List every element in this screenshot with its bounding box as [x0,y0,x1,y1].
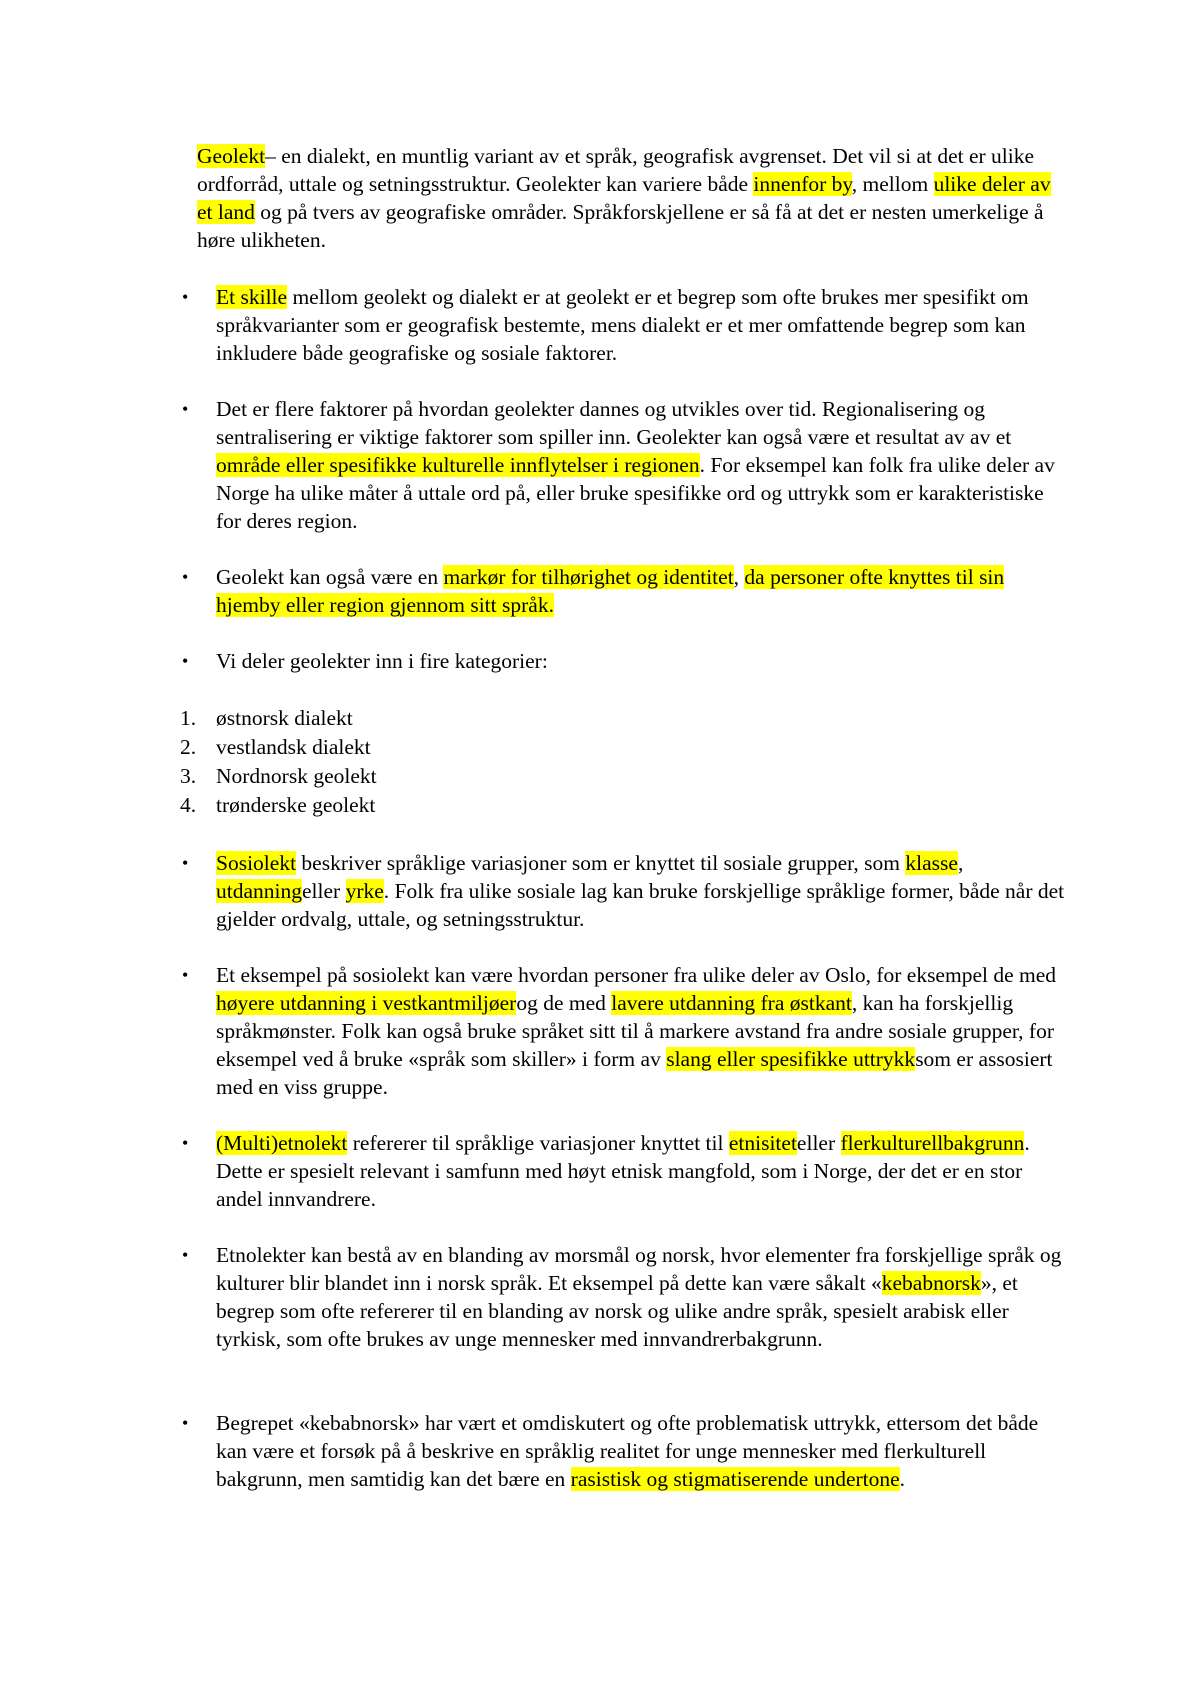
bullet-text [216,1411,1038,1491]
text-run: eller [796,1131,841,1155]
bullet-paragraph-oslo [182,961,1072,1101]
text-run: . [899,1467,906,1491]
list-item-text: vestlandsk dialekt [216,735,371,759]
list-number: 3. [180,764,197,788]
highlighted-text: Et skille [216,285,288,309]
bullet-paragraph-kategorier [182,647,1072,675]
bullet-paragraph-faktorer [182,395,1072,535]
list-item-text: trønderske geolekt [216,793,376,817]
bullet-icon: • [182,853,189,873]
highlighted-text: Sosiolekt [216,851,297,875]
highlighted-text: høyere utdanning i vestkantmiljøer [216,991,517,1015]
bullet-paragraph-etnolekter [182,1241,1072,1353]
text-run: beskriver språklige variasjoner som er knyttet til sosiale grupper, som [296,851,906,875]
text-run: – en dialekt, en muntlig variant av et språk, geografisk avgrenset. Det vil si at det er ulike ordforråd, uttale og setningsstruktur. Geolekter kan variere både [197,144,1035,196]
bullet-paragraph-skille [182,283,1072,367]
numbered-item-2 [180,733,1072,761]
intro-paragraph [197,142,1067,254]
text-run: Et eksempel på sosiolekt kan være hvordan personer fra ulike deler av Oslo, for eksempel de med [216,963,1057,987]
highlighted-text: område eller spesifikke kulturelle innflytelser i regionen [216,453,700,477]
bullet-paragraph-etnolekt [182,1129,1072,1213]
text-run: refererer til språklige variasjoner knyttet til [347,1131,729,1155]
highlighted-text: (Multi)etnolekt [216,1131,348,1155]
bullet-text [216,1243,1061,1351]
numbered-item-1 [180,704,1072,732]
highlighted-text: klasse [905,851,958,875]
highlighted-text: ulike deler av et land [197,172,1051,224]
bullet-paragraph-markor [182,563,1072,619]
list-item-text: østnorsk dialekt [216,706,353,730]
bullet-text [216,565,1004,617]
text-run: Begrepet «kebabnorsk» har vært et omdiskutert og ofte problematisk uttrykk, ettersom det både kan være et forsøk på å beskrive en språklig realitet for unge mennesker med flerkulturell bakgrunn, men samtidig kan det bære en [216,1411,1039,1491]
bullet-paragraph-sosiolekt [182,849,1072,933]
list-item-text: Nordnorsk geolekt [216,764,377,788]
text-run: Etnolekter kan bestå av en blanding av morsmål og norsk, hvor elementer fra forskjellige språk og kulturer blir blandet inn i norsk språk. Et eksempel på dette kan være såkalt « [216,1243,1062,1295]
bullet-icon: • [182,651,189,671]
text-run: , [957,851,964,875]
text-run: », et begrep som ofte refererer til en blanding av norsk og ulike andre språk, spesielt arabisk eller tyrkisk, som ofte brukes av unge mennesker med innvandrerbakgrunn. [216,1271,1018,1351]
highlighted-text: kebabnorsk [881,1271,981,1295]
text-run: som er assosiert med en viss gruppe. [216,1047,1053,1099]
highlighted-text: lavere utdanning fra østkant [611,991,852,1015]
highlighted-text: etnisitet [728,1131,797,1155]
text-run: og på tvers av geografiske områder. Språkforskjellene er så få at det er nesten umerkelige å høre ulikheten. [197,200,1044,252]
bullet-icon: • [182,399,189,419]
highlighted-text: slang eller spesifikke uttrykk [666,1047,916,1071]
text-run: eller [302,879,346,903]
text-run: , kan ha forskjellig språkmønster. Folk kan også bruke språket sitt til å markere avstand fra andre sosiale grupper, for eksempel ved å bruke «språk som skiller» i form av [216,991,1054,1071]
bullet-text [216,397,1055,533]
bullet-icon: • [182,567,189,587]
text-run: , [733,565,745,589]
bullet-icon: • [182,287,189,307]
highlighted-text: utdanning [216,879,302,903]
list-number: 1. [180,706,197,730]
list-number: 4. [180,793,197,817]
text-run: . Dette er spesielt relevant i samfunn med høyt etnisk mangfold, som i Norge, der det er en stor andel innvandrere. [216,1131,1030,1211]
highlighted-text: innenfor by [753,172,852,196]
text-run: Geolekt kan også være en [216,565,444,589]
highlighted-text: flerkulturellbakgrunn [840,1131,1025,1155]
highlighted-text: yrke [345,879,384,903]
bullet-text [216,285,1029,365]
highlighted-text: da personer ofte knyttes til sin hjemby eller region gjennom sitt språk. [216,565,1005,617]
highlighted-text: rasistisk og stigmatiserende undertone [570,1467,900,1491]
text-run: og de med [516,991,612,1015]
text-run: Det er flere faktorer på hvordan geolekter dannes og utvikles over tid. Regionalisering og sentralisering er viktige faktorer som spiller inn. Geolekter kan også være et resultat av av et [216,397,1012,449]
bullet-text [216,649,548,673]
text-run: . Folk fra ulike sosiale lag kan bruke forskjellige språklige former, både når det gjelder ordvalg, uttale, og setningsstruktur. [216,879,1065,931]
bullet-text [216,963,1056,1099]
numbered-item-3 [180,762,1072,790]
numbered-item-4 [180,791,1072,819]
text-run: mellom geolekt og dialekt er at geolekt er et begrep som ofte brukes mer spesifikt om språkvarianter som er geografisk bestemte, mens dialekt er et mer omfattende begrep som kan inkludere både geografiske og sosiale faktorer. [216,285,1029,365]
bullet-icon: • [182,1133,189,1153]
highlighted-text: Geolekt [197,144,266,168]
bullet-text [216,1131,1030,1211]
text-run: . For eksempel kan folk fra ulike deler av Norge ha ulike måter å uttale ord på, eller bruke spesifikke ord og uttrykk som er karakteristiske for deres region. [216,453,1055,533]
bullet-icon: • [182,1413,189,1433]
text-run: , mellom [851,172,934,196]
bullet-icon: • [182,1245,189,1265]
text-run: Vi deler geolekter inn i fire kategorier: [216,649,548,673]
list-number: 2. [180,735,197,759]
bullet-text [216,851,1064,931]
bullet-icon: • [182,965,189,985]
bullet-paragraph-kebabnorsk [182,1409,1072,1493]
highlighted-text: markør for tilhørighet og identitet [443,565,734,589]
